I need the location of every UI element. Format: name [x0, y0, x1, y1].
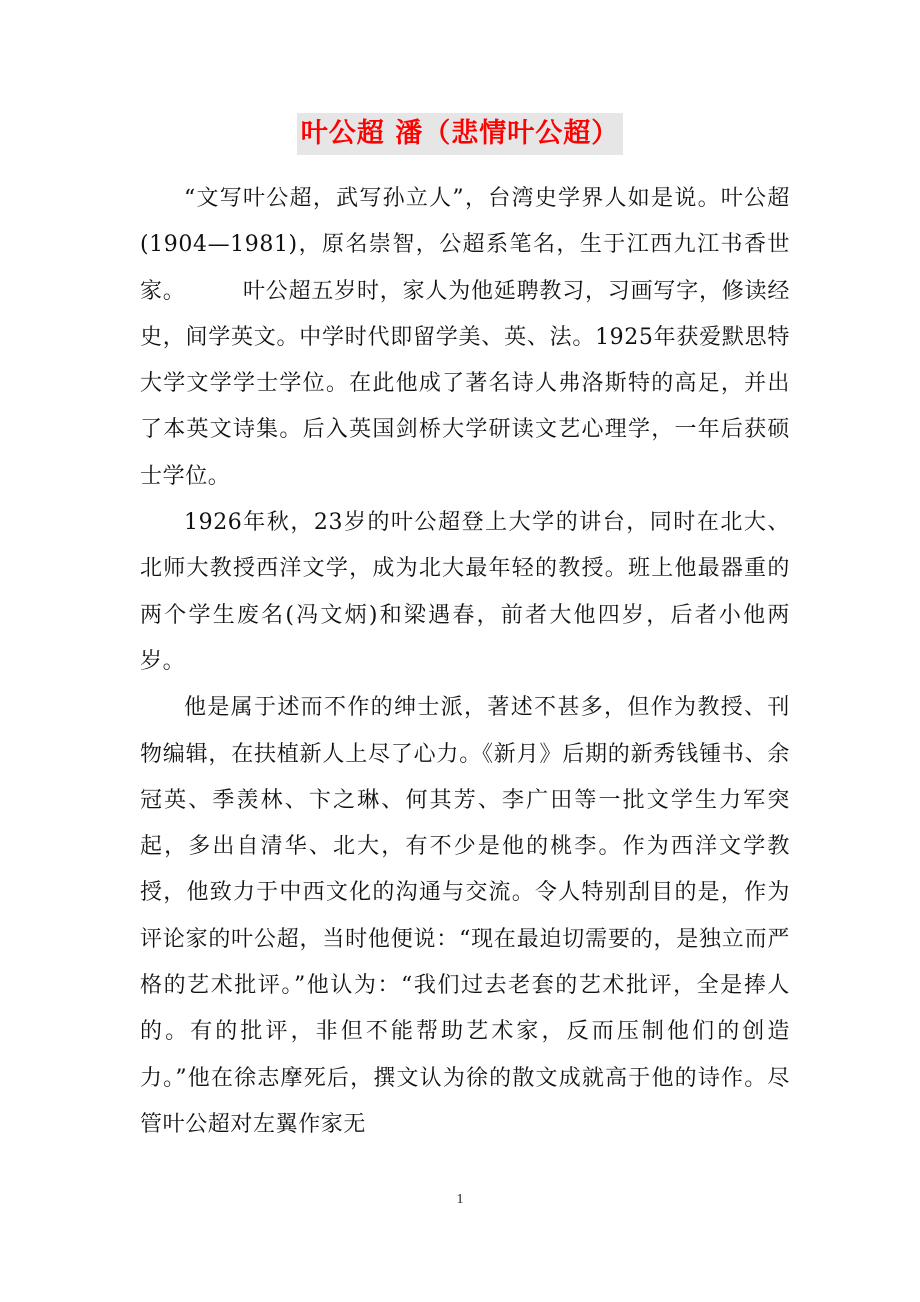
document-title: 叶公超 潘（悲情叶公超） — [297, 113, 623, 155]
paragraph-1: “文写叶公超，武写孙立人”，台湾史学界人如是说。叶公超(1904—1981)，原名崇智，公超系笔名，生于江西九江书香世家。 叶公超五岁时，家人为他延聘教习，习画写字，修读经史，间学英文。中学时代即留学美、英、法。1925年获爱默思特大学文学学士学位。在此他成了著名诗人弗洛斯特的高足，并出了本英文诗集。后入英国剑桥大学研读文艺心理学，一年后获硕士学位。 — [140, 186, 790, 489]
page-number: 1 — [456, 1192, 464, 1207]
paragraph-2: 1926年秋，23岁的叶公超登上大学的讲台，同时在北大、北师大教授西洋文学，成为北大最年轻的教授。班上他最器重的两个学生废名(冯文炳)和梁遇春，前者大他四岁，后者小他两岁。 — [140, 510, 790, 674]
title-container — [0, 113, 920, 155]
paragraph-3: 他是属于述而不作的绅士派，著述不甚多，但作为教授、刊物编辑，在扶植新人上尽了心力。《新月》后期的新秀钱锺书、余冠英、季羡林、卞之琳、何其芳、李广田等一批文学生力军突起，多出自清华、北大，有不少是他的桃李。作为西洋文学教授，他致力于中西文化的沟通与交流。令人特别刮目的是，作为评论家的叶公超，当时他便说：“现在最迫切需要的，是独立而严格的艺术批评。”他认为：“我们过去老套的艺术批评，全是捧人的。有的批评，非但不能帮助艺术家，反而压制他们的创造力。”他在徐志摩死后，撰文认为徐的散文成就高于他的诗作。尽管叶公超对左翼作家无 — [140, 695, 790, 1137]
article-body — [140, 176, 790, 1148]
